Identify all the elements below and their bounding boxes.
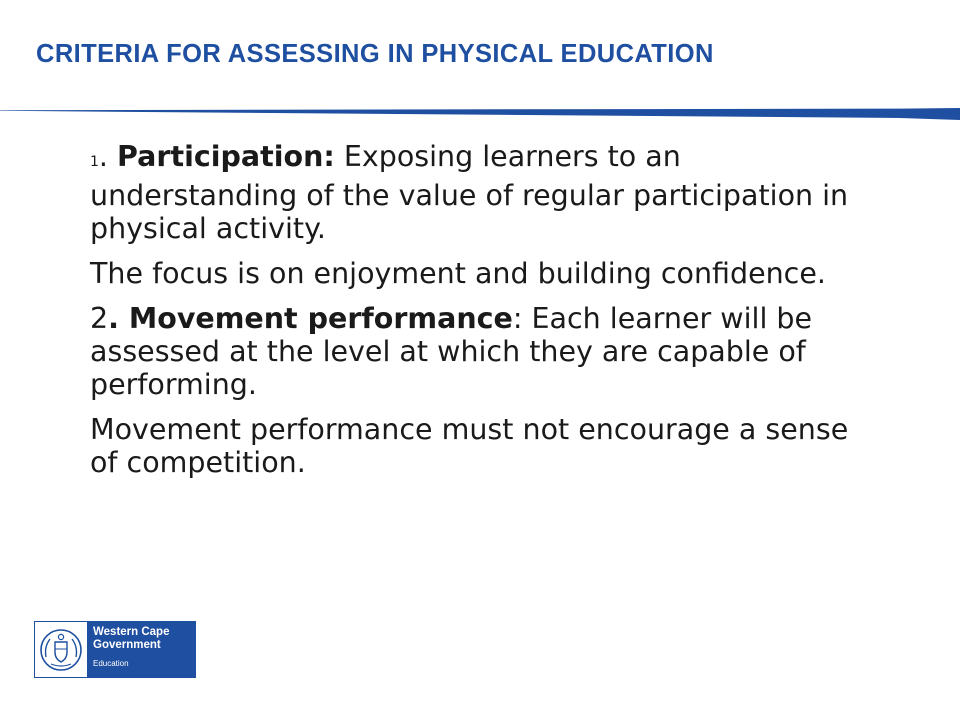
title-underline-graphic — [0, 108, 960, 120]
coat-of-arms-icon — [35, 622, 87, 677]
criterion-movement-performance — [90, 302, 880, 401]
logo-line-western-cape: Western Cape — [93, 626, 170, 638]
criterion-number: 1 — [90, 154, 99, 170]
logo-line-government: Government — [93, 639, 161, 651]
slide-body — [90, 140, 880, 491]
criterion-separator: . — [98, 140, 118, 173]
movement-performance-note: Movement performance must not encourage a sense of competition. — [90, 413, 849, 479]
logo-line-education: Education — [93, 659, 129, 668]
criterion-participation — [90, 140, 880, 245]
western-cape-government-logo — [34, 621, 196, 678]
slide-title: CRITERIA FOR ASSESSING IN PHYSICAL EDUCATION — [36, 40, 714, 68]
criterion-term: Participation: — [117, 140, 335, 173]
criterion-number: 2 — [90, 302, 109, 335]
criterion-description: Exposing learners to an understanding of the value of regular participation in physical activity. — [90, 140, 849, 245]
participation-focus-note: The focus is on enjoyment and building confidence. — [90, 257, 826, 290]
criterion-description: : Each learner will be assessed at the level at which they are capable of performing. — [90, 302, 813, 401]
logo-text-panel — [87, 622, 195, 677]
criterion-term: . Movement performance — [108, 302, 513, 335]
